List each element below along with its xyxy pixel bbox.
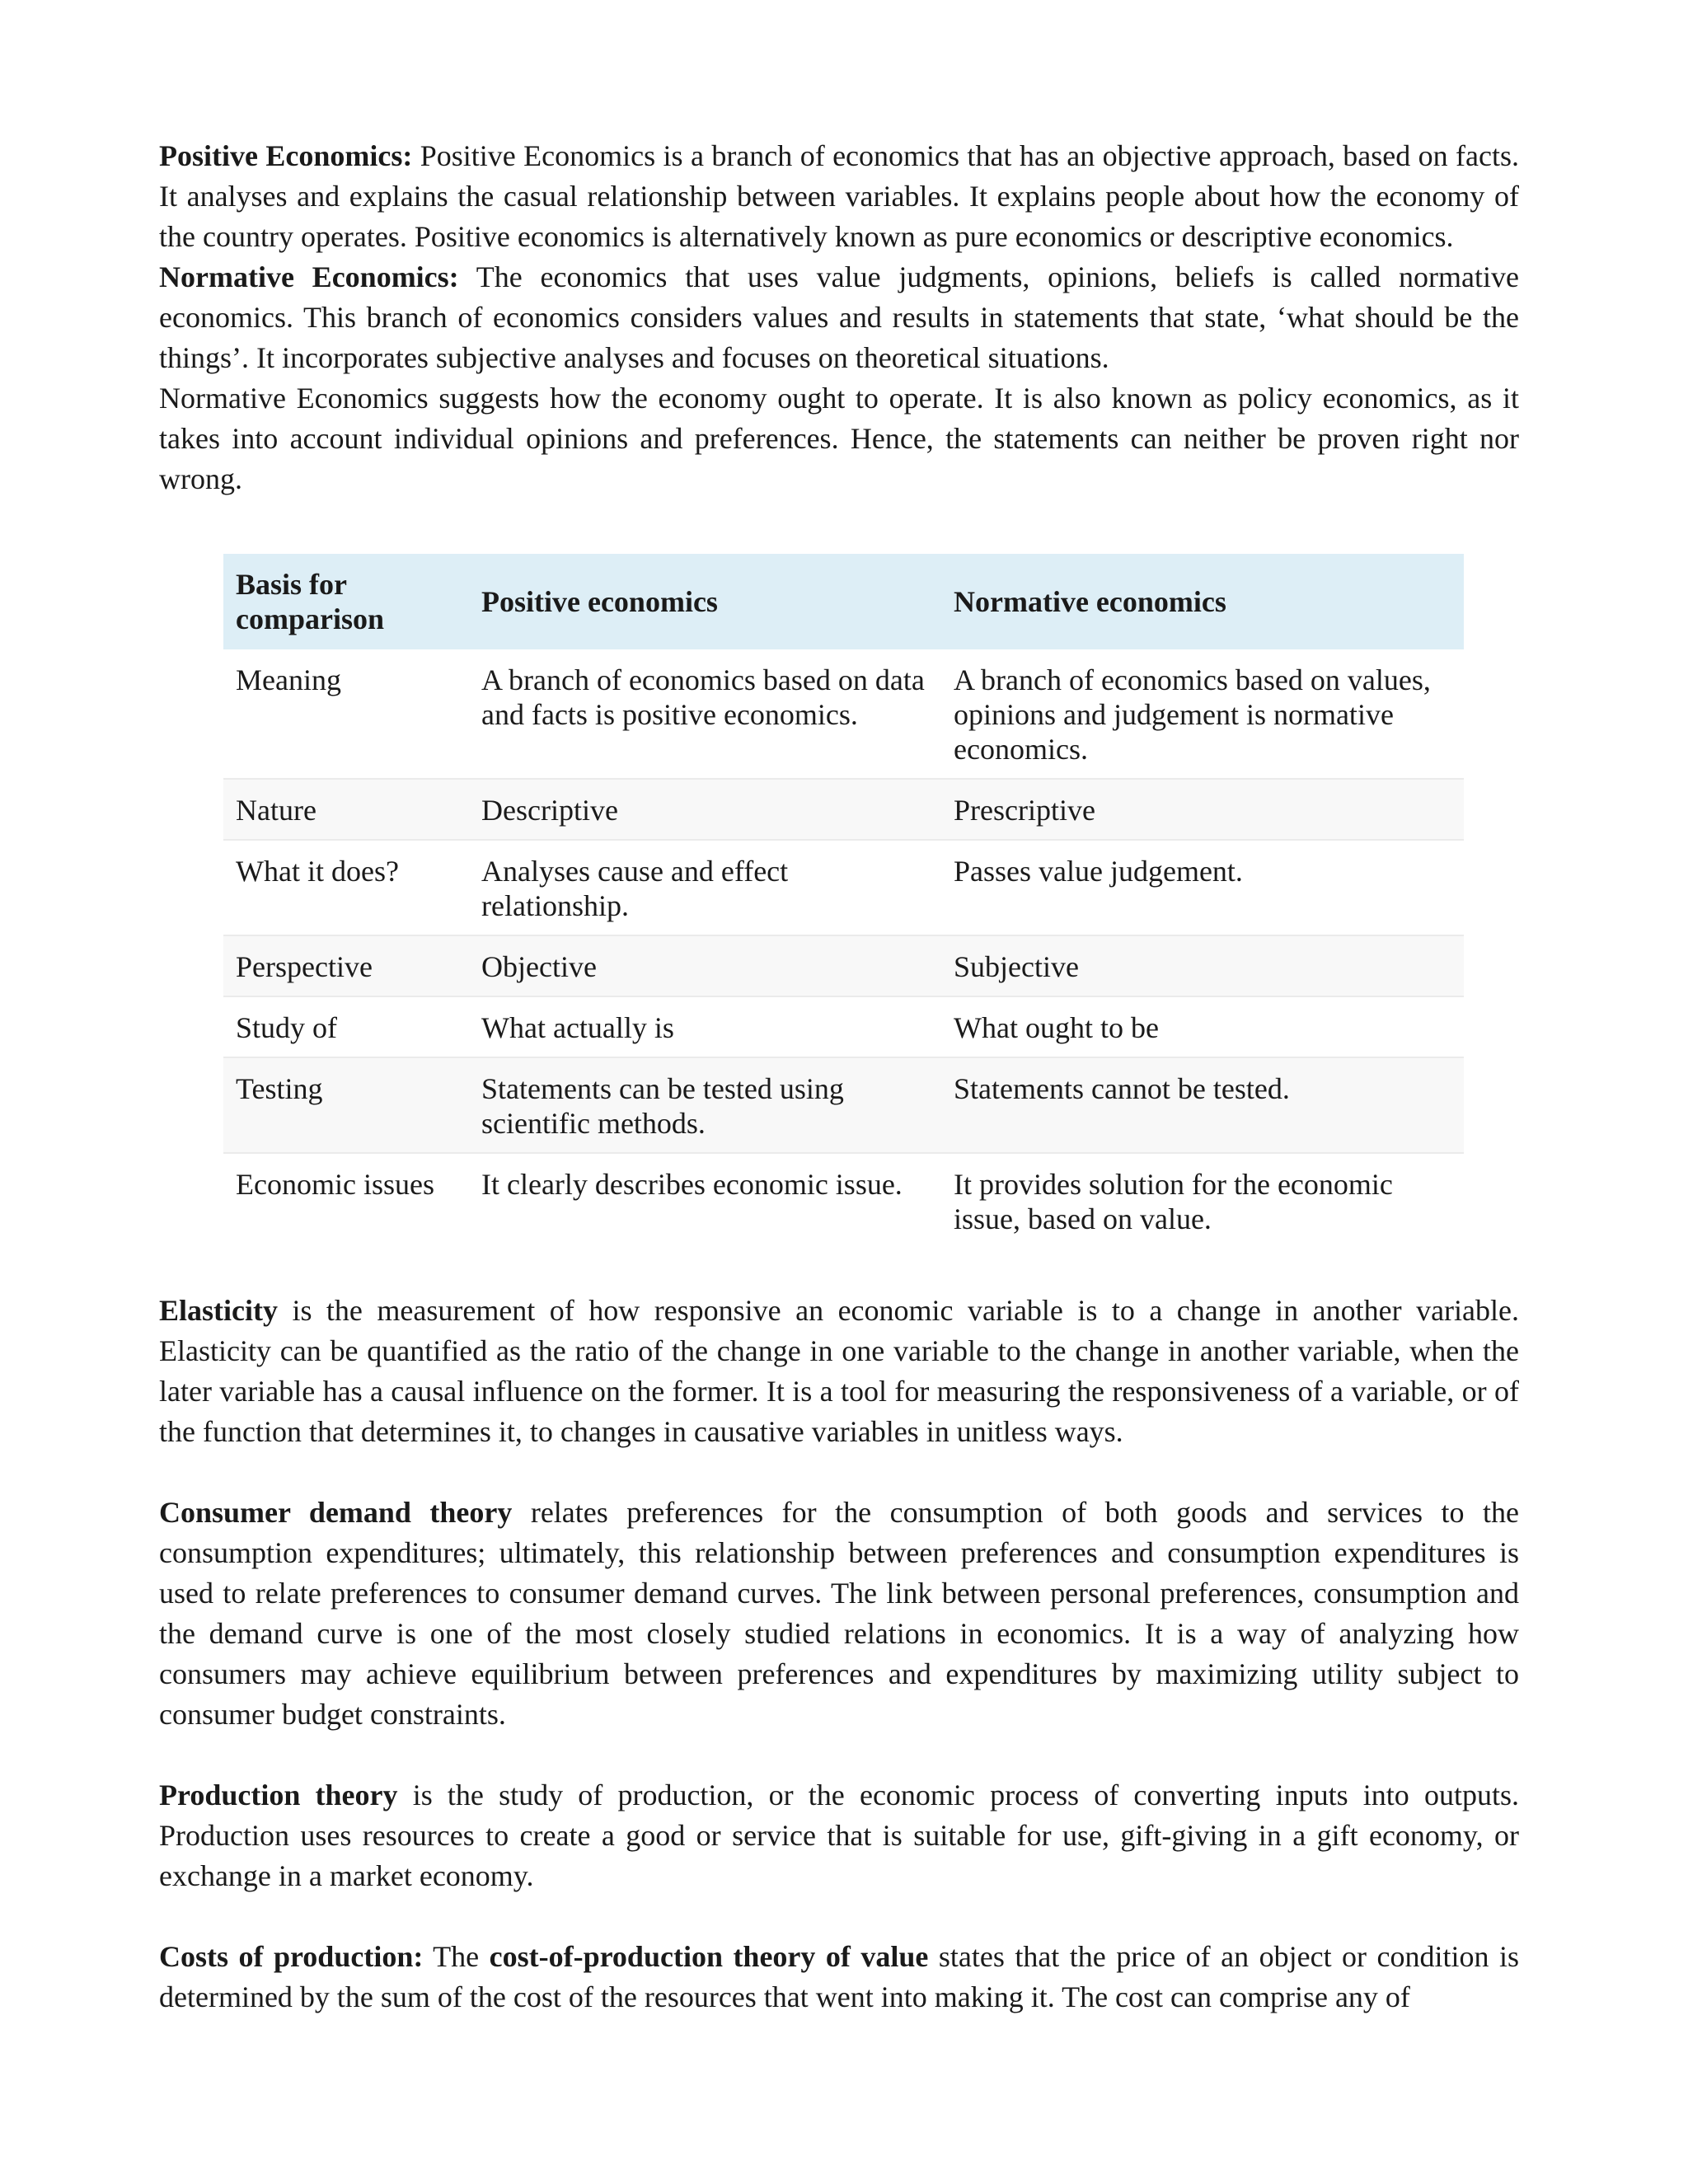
elasticity-text: is the measurement of how responsive an economic variable is to a change in another variable. Elasticity can be quantified as the ratio of the change in one variable to the change in another variable, when the later variable has a causal influence on the former. It is a tool for measuring the responsiveness of a variable, or of the function that determines it, to changes in causative variables in unitless ways. (159, 1294, 1519, 1448)
normative-economics-term: Normative Economics: (159, 260, 459, 293)
cost-of-production-theory-term: cost-of-production theory of value (489, 1940, 929, 1973)
consumer-demand-term: Consumer demand theory (159, 1496, 513, 1529)
costs-text-a: The (423, 1940, 490, 1973)
elasticity-term: Elasticity (159, 1294, 278, 1327)
positive-economics-term: Positive Economics: (159, 139, 413, 172)
positive-cell: Analyses cause and effect relationship. (481, 855, 789, 922)
row-label: Perspective (223, 935, 469, 996)
table-row (223, 996, 1464, 1057)
normative-cell: It provides solution for the economic issue, based on value. (954, 1168, 1393, 1235)
costs-text-b: states that the price of an object or condition is determined by the sum of the cost of the resources that went into making it. The cost can comprise any of (159, 1940, 1520, 2013)
row-label: Testing (223, 1057, 469, 1153)
normative-cell: A branch of economics based on values, opinions and judgement is normative economics. (954, 663, 1431, 766)
production-theory-term: Production theory (159, 1779, 398, 1811)
document-page (159, 136, 1519, 2018)
header-basis: Basis for comparison (223, 554, 469, 649)
normative-cell: What ought to be (954, 1011, 1159, 1044)
positive-cell: Statements can be tested using scientific methods. (469, 1057, 941, 1153)
normative-economics-paragraph-2: Normative Economics suggests how the economy ought to operate. It is also known as policy economics, as it takes into account individual opinions and preferences. Hence, the statements can neither be proven right nor wrong. (159, 382, 1519, 495)
positive-economics-text: Positive Economics is a branch of economics that has an objective approach, based on facts. It analyses and explains the casual relationship between variables. It explains people about how the economy of the country operates. Positive economics is alternatively known as pure economics or descriptive economics. (159, 139, 1519, 253)
header-normative: Normative economics (941, 554, 1464, 649)
costs-of-production-term: Costs of production: (159, 1940, 424, 1973)
table-row (223, 840, 1464, 935)
row-label: Economic issues (236, 1168, 434, 1201)
normative-economics-paragraph (159, 257, 1519, 378)
normative-economics-text: The economics that uses value judgments, opinions, beliefs is called normative economics. This branch of economics considers values and results in statements that state, ‘what should be the things’. It incorporates subjective analyses and focuses on theoretical situations. (159, 260, 1519, 374)
table-row (223, 779, 1464, 840)
costs-of-production-paragraph (159, 1937, 1519, 2018)
table-row (223, 649, 1464, 779)
table-row (223, 1057, 1464, 1153)
normative-cell: Subjective (941, 935, 1464, 996)
normative-cell: Statements cannot be tested. (941, 1057, 1464, 1153)
consumer-demand-text: relates preferences for the consumption of both goods and services to the consumption expenditures; ultimately, this relationship between preferences and consumption expenditures is used to relate preferences to consumer demand curves. The link between personal preferences, consumption and the demand curve is one of the most closely studied relations in economics. It is a way of analyzing how consumers may achieve equilibrium between preferences and expenditures by maximizing utility subject to consumer budget constraints. (159, 1496, 1519, 1731)
table-row (223, 1153, 1464, 1248)
normative-cell: Prescriptive (941, 779, 1464, 840)
consumer-demand-paragraph (159, 1493, 1519, 1735)
positive-cell: Descriptive (469, 779, 941, 840)
normative-cell: Passes value judgement. (954, 855, 1243, 888)
positive-economics-paragraph (159, 136, 1519, 257)
production-theory-paragraph (159, 1775, 1519, 1896)
elasticity-paragraph (159, 1291, 1519, 1452)
production-theory-text: is the study of production, or the economic process of converting inputs into outputs. Production uses resources to create a good or service that is suitable for use, gift-giving in a gift economy, or exchange in a market economy. (159, 1779, 1519, 1892)
positive-cell: Objective (469, 935, 941, 996)
row-label: Meaning (236, 663, 341, 696)
row-label: What it does? (236, 855, 399, 888)
table-header-row (223, 554, 1464, 649)
positive-cell: A branch of economics based on data and facts is positive economics. (481, 663, 925, 731)
comparison-table (223, 554, 1464, 1248)
positive-cell: What actually is (481, 1011, 674, 1044)
positive-cell: It clearly describes economic issue. (481, 1168, 903, 1201)
header-positive: Positive economics (469, 554, 941, 649)
row-label: Nature (223, 779, 469, 840)
row-label: Study of (236, 1011, 338, 1044)
table-row (223, 935, 1464, 996)
